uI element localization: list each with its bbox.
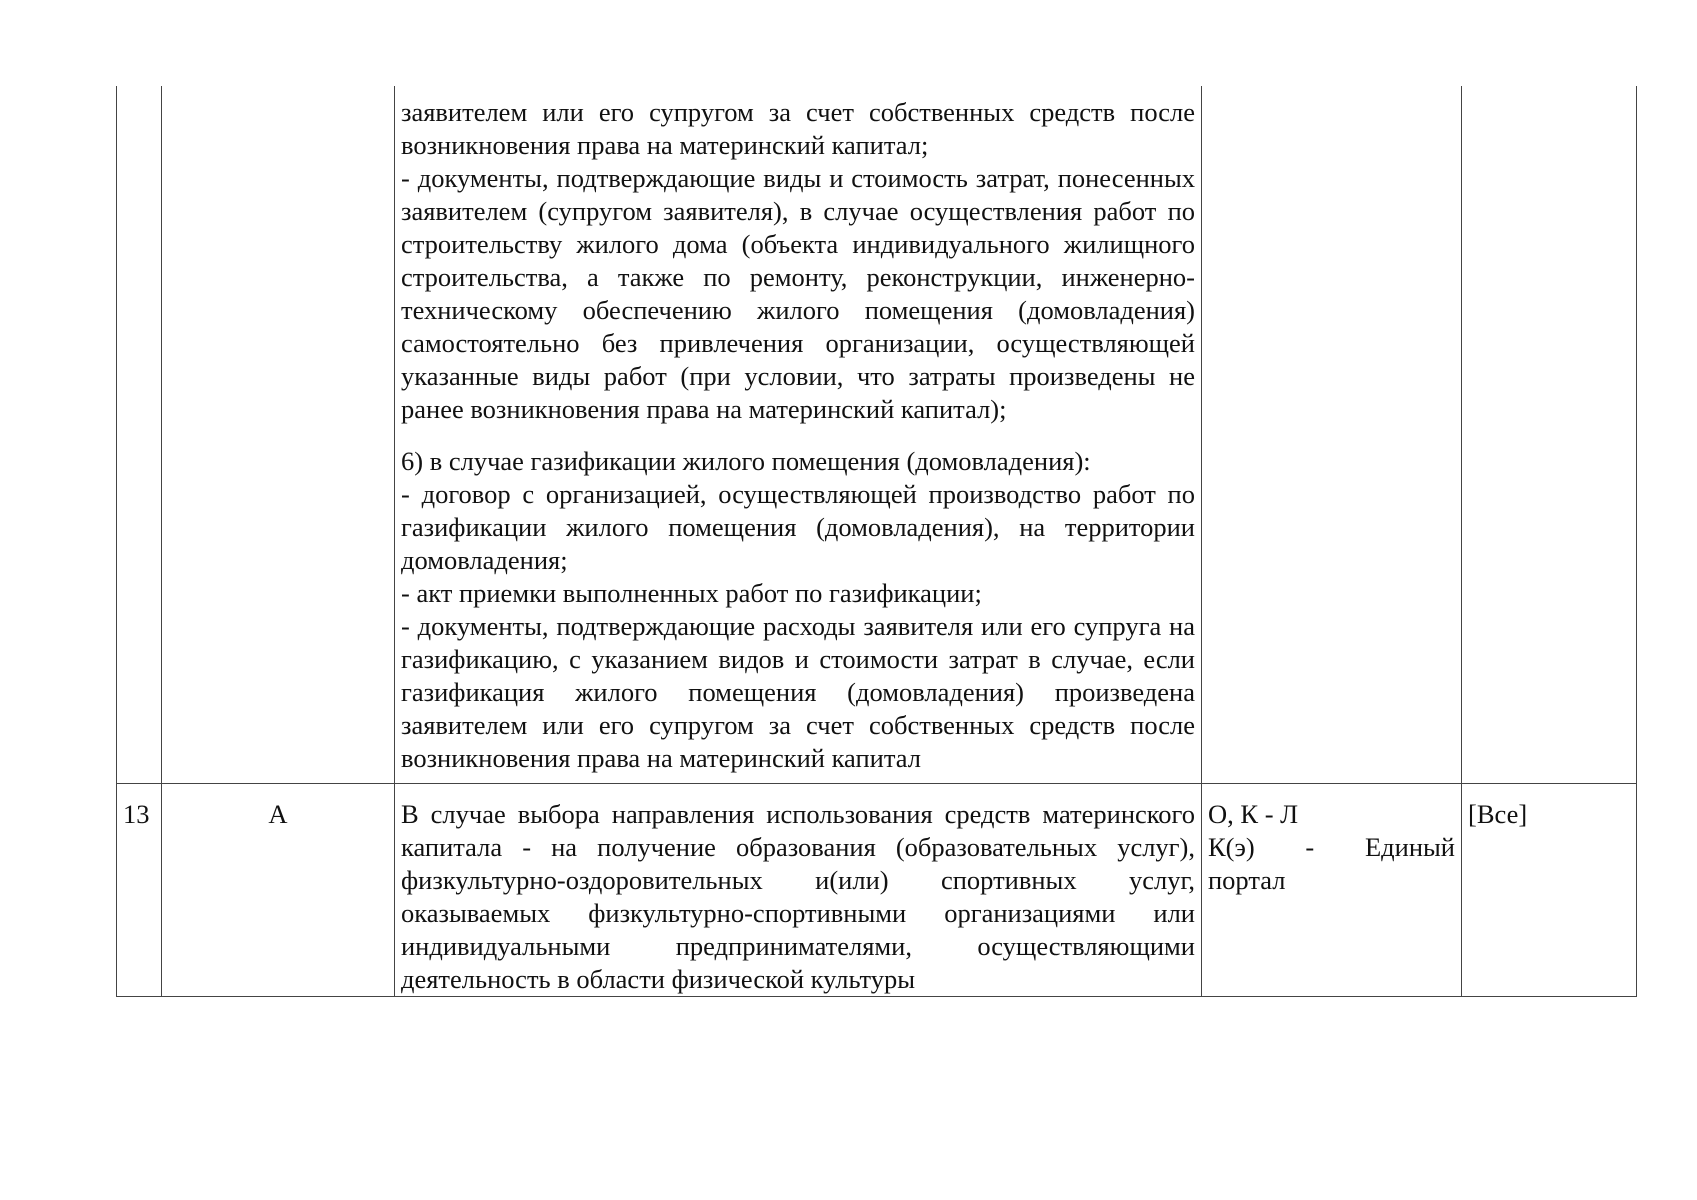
- table-row-13: [117, 784, 1637, 997]
- paragraph: - документы, подтверждающие виды и стоимость затрат, понесенных заявителем (супругом заявителя), в случае осуществления работ по строительству жилого дома (объекта индивидуального жилищного строительства, а также по ремонту, реконструкции, инженерно-техническому обеспечению жилого помещения (домовладения) самостоятельно без привлечения организации, осуществляющей указанные виды работ (при условии, что затраты произведены не ранее возникновения права на материнский капитал);: [401, 163, 1195, 424]
- cell-channels-empty: [1202, 86, 1462, 784]
- channels-unified: Единый: [1364, 832, 1455, 862]
- cell-description-continued: [395, 86, 1202, 784]
- paragraph: 6) в случае газификации жилого помещения (домовладения):: [401, 446, 1091, 476]
- cell-row-number: 13: [117, 784, 162, 997]
- paragraph: заявителем или его супругом за счет собственных средств после возникновения права на материнский капитал;: [401, 97, 1195, 160]
- channels-line-3: портал: [1208, 865, 1286, 895]
- channels-kE: К(э): [1208, 832, 1255, 862]
- cell-code-empty: [162, 86, 395, 784]
- cell-row-description: В случае выбора направления использования средств материнского капитала - на получение образования (образовательных услуг), физкультурно-оздоровительных и(или) спортивных услуг, оказываемых физкультурно-спортивными организациями или индивидуальными предпринимателями, осуществляющими деятельность в области физической культуры: [395, 784, 1202, 997]
- cell-scope-empty: [1462, 86, 1637, 784]
- channels-line-1: О, К - Л: [1208, 799, 1299, 829]
- table-row-continued: [117, 86, 1637, 784]
- cell-row-letter: А: [162, 784, 395, 997]
- paragraph: - акт приемки выполненных работ по газификации;: [401, 578, 982, 608]
- paragraph: - документы, подтверждающие расходы заявителя или его супруга на газификацию, с указанием видов и стоимости затрат в случае, если газификация жилого помещения (домовладения) произведена заявителем или его супругом за счет собственных средств после возникновения права на материнский капитал: [401, 611, 1195, 773]
- channels-line-2: [1208, 831, 1455, 864]
- cell-row-scope: [Все]: [1462, 784, 1637, 997]
- cell-number-empty: [117, 86, 162, 784]
- document-table: [116, 86, 1637, 997]
- paragraph: - договор с организацией, осуществляющей производство работ по газификации жилого помещения (домовладения), на территории домовладения;: [401, 479, 1195, 575]
- cell-row-channels: [1202, 784, 1462, 997]
- channels-dash: -: [1305, 832, 1315, 862]
